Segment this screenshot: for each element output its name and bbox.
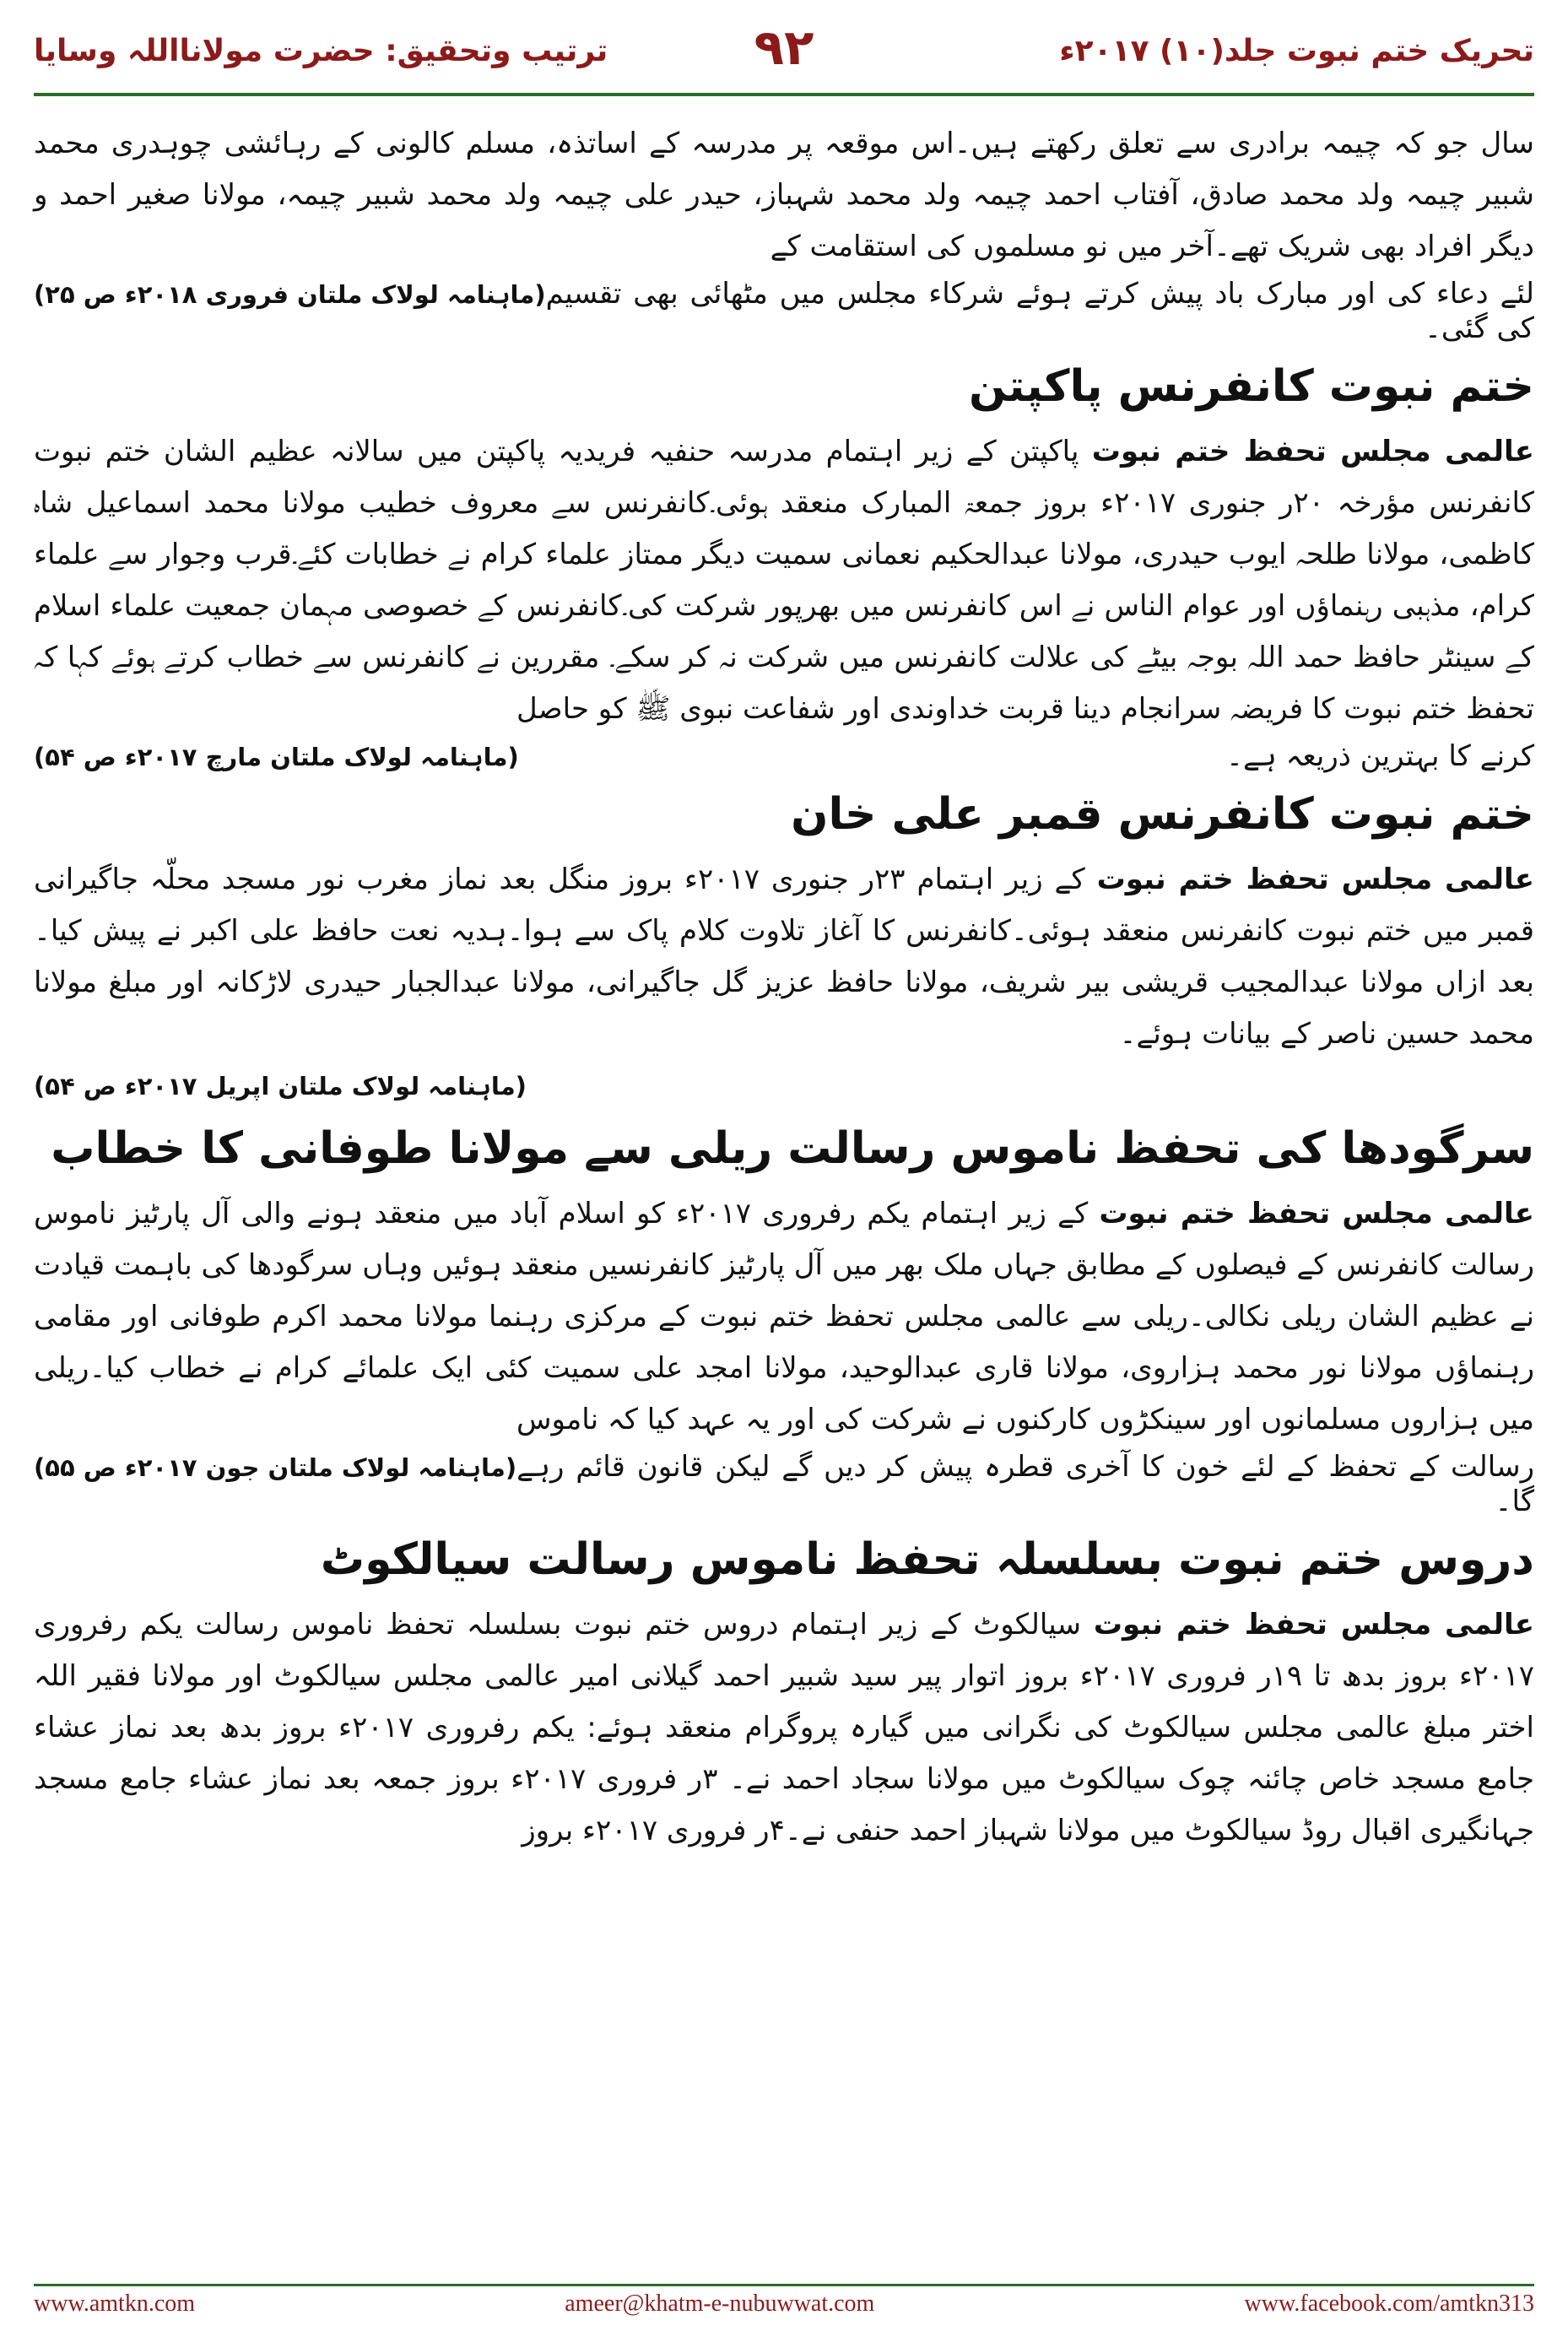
- section1-body: پاکپتن کے زیر اہتمام مدرسہ حنفیہ فریدیہ پاکپتن میں سالانہ عظیم الشان ختم نبوت کانفرنس مؤرخہ ۲۰ر جنوری ۲۰۱۷ء بروز جمعۃ المبارک منعقد ہوئی۔کانفرنس سے معروف خطیب مولانا محمد اسماعیل شاہ کاظمی، مولانا طلحہ ایوب حیدری، مولانا عبدالحکیم نعمانی سمیت دیگر ممتاز علماء کرام نے خطابات کئے۔قرب وجوار سے علماء کرام، مذہبی رہنماؤں اور عوام الناس نے اس کانفرنس میں بھرپور شرکت کی۔کانفرنس کے خصوصی مہمان جمعیت علماء اسلام کے سینٹر حافظ حمد اللہ بوجہ بیٹے کی علالت کانفرنس میں شرکت نہ کر سکے۔ مقررین نے کانفرنس سے خطاب کرتے ہوئے کہا کہ تحفظ ختم نبوت کا فریضہ سرانجام دینا قربت خداوندی اور شفاعت نبوی ﷺ کو حاصل: [34, 435, 1534, 726]
- header-divider: [34, 93, 1534, 96]
- section3-last-line: [34, 1449, 1534, 1518]
- section3-heading: سرگودھا کی تحفظ ناموس رسالت ریلی سے مولانا طوفانی کا خطاب: [51, 1123, 1534, 1174]
- section2-paragraph: [34, 854, 1534, 1060]
- section3-lead: عالمی مجلس تحفظ ختم نبوت: [1099, 1197, 1534, 1230]
- header-compiler: ترتیب وتحقیق: حضرت مولانااللہ وسایا: [34, 34, 608, 68]
- section3-paragraph: [34, 1188, 1534, 1446]
- section4-heading: دروس ختم نبوت بسلسلہ تحفظ ناموس رسالت سیالکوٹ: [320, 1534, 1534, 1585]
- section0-last: لئے دعاء کی اور مبارک باد پیش کرتے ہوئے شرکاء مجلس میں مٹھائی بھی تقسیم کی گئی۔: [545, 277, 1534, 345]
- section0-paragraph: [34, 118, 1534, 273]
- section3-source: (ماہنامہ لولاک ملتان جون ۲۰۱۷ء ص ۵۵): [34, 1453, 517, 1482]
- footer-website-link[interactable]: www.amtkn.com: [34, 2291, 196, 2317]
- section2-lead: عالمی مجلس تحفظ ختم نبوت: [1096, 863, 1534, 896]
- section1-lead: عالمی مجلس تحفظ ختم نبوت: [1091, 435, 1534, 468]
- section2-heading: ختم نبوت کانفرنس قمبر علی خان: [791, 789, 1534, 840]
- section0-last-line: [34, 276, 1534, 345]
- page-number: ۹۲: [754, 19, 814, 76]
- section1-paragraph: [34, 426, 1534, 735]
- section3-last: رسالت کے تحفظ کے لئے خون کا آخری قطرہ پیش کر دیں گے لیکن قانون قائم رہے گا۔: [516, 1450, 1534, 1518]
- page-content: [34, 118, 1534, 1860]
- section0-body: سال جو کہ چیمہ برادری سے تعلق رکھتے ہیں۔اس موقعہ پر مدرسہ کے اساتذہ، مسلم کالونی کے رہائشی چوہدری محمد شبیر چیمہ ولد محمد صادق، آفتاب احمد چیمہ ولد محمد شہباز، حیدر علی چیمہ ولد محمد شبیر چیمہ، مولانا صغیر احمد و دیگر افراد بھی شریک تھے۔آخر میں نو مسلموں کی استقامت کے: [34, 127, 1534, 263]
- section0-source: (ماہنامہ لولاک ملتان فروری ۲۰۱۸ء ص ۲۵): [34, 280, 546, 309]
- section4-lead: عالمی مجلس تحفظ ختم نبوت: [1093, 1608, 1535, 1642]
- section4-paragraph: [34, 1599, 1534, 1857]
- section1-source: (ماہنامہ لولاک ملتان مارچ ۲۰۱۷ء ص ۵۴): [34, 743, 519, 771]
- section1-last: کرنے کا بہترین ذریعہ ہے۔: [1226, 739, 1534, 773]
- header-book-title: تحریک ختم نبوت جلد(۱۰) ۲۰۱۷ء: [1059, 34, 1534, 68]
- section1-heading: ختم نبوت کانفرنس پاکپتن: [968, 361, 1534, 412]
- page-header: [34, 19, 1534, 100]
- section4-body: سیالکوٹ کے زیر اہتمام دروس ختم نبوت بسلسلہ تحفظ ناموس رسالت یکم رفروری ۲۰۱۷ء بروز بدھ تا ۱۹ر فروری ۲۰۱۷ء بروز اتوار پیر سید شبیر احمد گیلانی امیر عالمی مجلس سیالکوٹ اور مولانا فقیر اللہ اختر مبلغ عالمی مجلس سیالکوٹ کی نگرانی میں گیارہ پروگرام منعقد ہوئے: یکم رفروری ۲۰۱۷ء بروز بدھ بعد نماز عشاء جامع مسجد خاص چائنہ چوک سیالکوٹ میں مولانا سجاد احمد نے۔ ۳ر فروری ۲۰۱۷ء بروز جمعہ بعد نماز عشاء جامع مسجد جہانگیری اقبال روڈ سیالکوٹ میں مولانا شہباز احمد حنفی نے۔۴ر فروری ۲۰۱۷ء بروز: [34, 1608, 1535, 1847]
- section2-body: کے زیر اہتمام ۲۳ر جنوری ۲۰۱۷ء بروز منگل بعد نماز مغرب نور مسجد محلّہ جاگیرانی قمبر میں ختم نبوت کانفرنس منعقد ہوئی۔کانفرنس کا آغاز تلاوت کلام پاک سے ہوا۔ہدیہ نعت حافظ علی اکبر نے پیش کیا۔بعد ازاں مولانا عبدالمجیب قریشی بیر شریف، مولانا حافظ عزیز گل جاگیرانی، مولانا عبدالجبار حیدری لاڑکانہ اور مبلغ مولانا محمد حسین ناصر کے بیانات ہوئے۔: [34, 863, 1534, 1051]
- page-footer: [34, 2291, 1534, 2324]
- section1-last-line: [34, 738, 1534, 773]
- footer-divider: [34, 2284, 1534, 2286]
- section2-source: (ماہنامہ لولاک ملتان اپریل ۲۰۱۷ء ص ۵۴): [34, 1072, 527, 1101]
- footer-facebook-link[interactable]: www.facebook.com/amtkn313: [1244, 2291, 1534, 2317]
- section3-body: کے زیر اہتمام یکم رفروری ۲۰۱۷ء کو اسلام آباد میں منعقد ہونے والی آل پارٹیز ناموس رسالت کانفرنس کے فیصلوں کے مطابق جہاں ملک بھر میں آل پارٹیز کانفرنسیں منعقد ہوئیں وہاں سرگودھا کی باہمت قیادت نے عظیم الشان ریلی نکالی۔ریلی سے عالمی مجلس تحفظ ختم نبوت کے مرکزی رہنما مولانا محمد اکرم طوفانی اور مقامی رہنماؤں مولانا نور محمد ہزاروی، مولانا قاری عبدالوحید، مولانا امجد علی سمیت کئی ایک علمائے کرام نے خطاب کیا۔ریلی میں ہزاروں مسلمانوں اور سینکڑوں کارکنوں نے شرکت کی اور یہ عہد کیا کہ ناموس: [34, 1197, 1534, 1436]
- footer-email-link[interactable]: ameer@khatm-e-nubuwwat.com: [565, 2291, 875, 2317]
